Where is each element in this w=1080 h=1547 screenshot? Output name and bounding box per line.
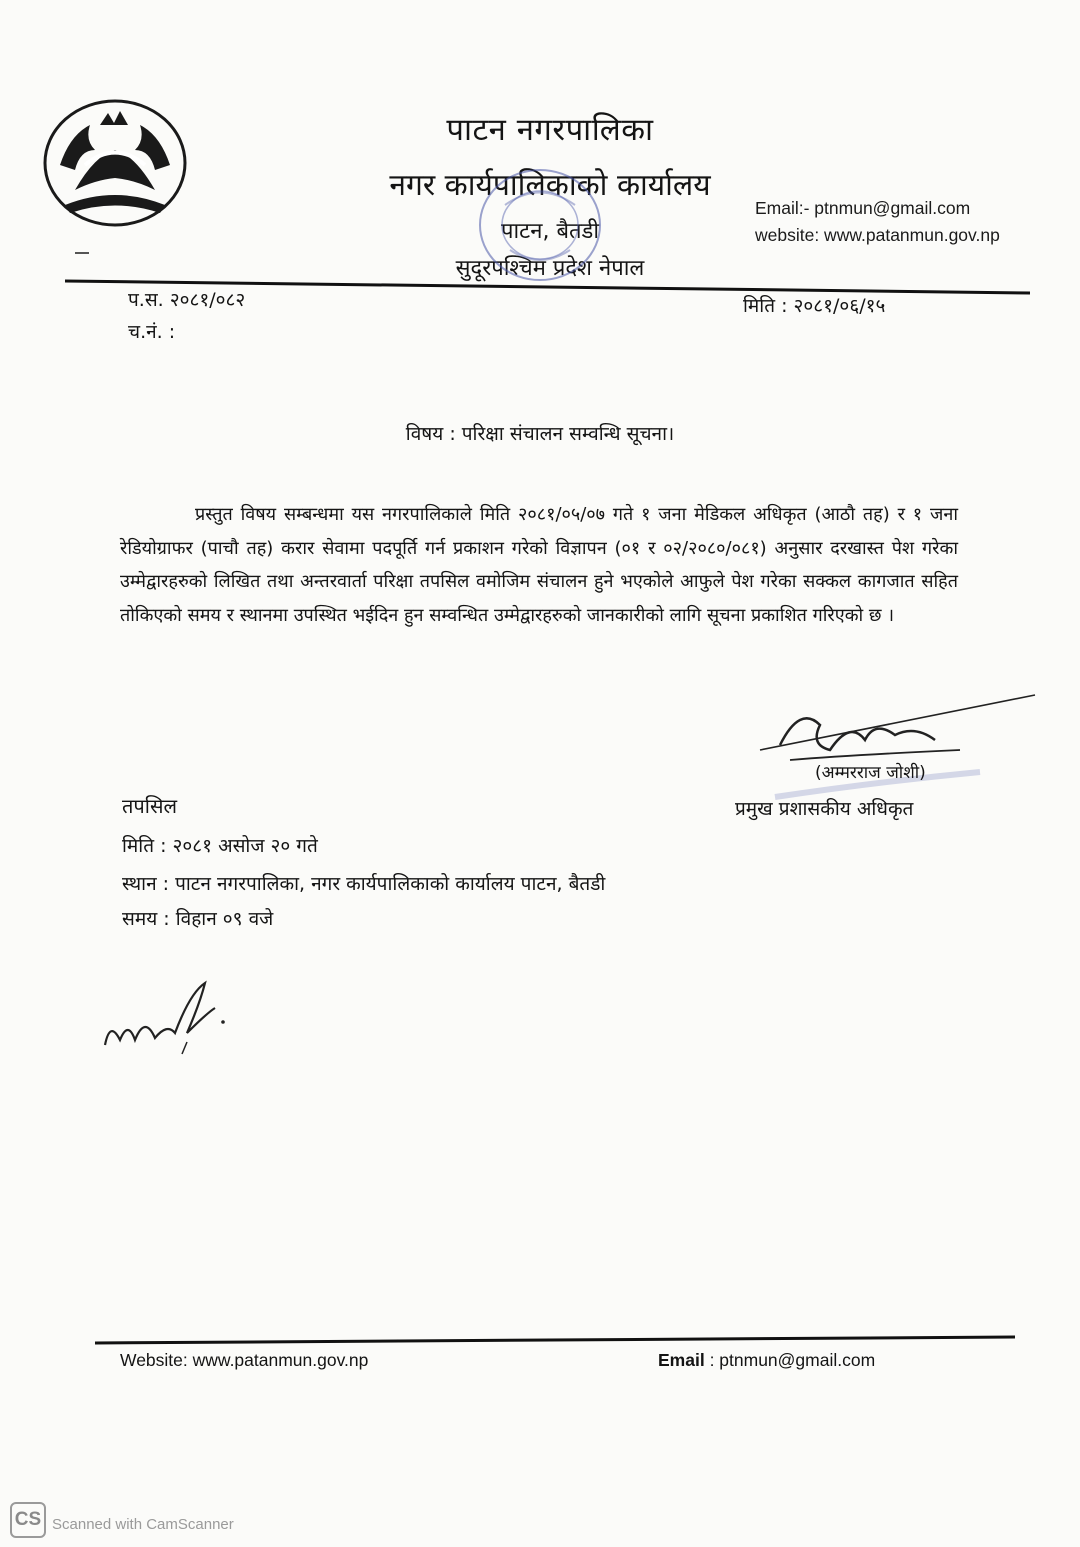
province-name: सुदूरपश्चिम प्रदेश नेपाल — [455, 256, 645, 281]
camscanner-logo: CS — [10, 1502, 46, 1538]
footer-email-value: : ptnmun@gmail.com — [704, 1350, 876, 1370]
notice-body: प्रस्तुत विषय सम्बन्धमा यस नगरपालिकाले मिति २०८१/०५/०७ गते १ जना मेडिकल अधिकृत (आठौ तह) र १ जना रेडियोग्राफर (पाचौ तह) करार सेवामा पदपूर्ति गर्न प्रकाशन गरेको विज्ञापन (०१ र ०२/२०८०/०८१) अनुसार दरखास्त पेश गरेका उम्मेद्वारहरुको लिखित तथा अन्तरवार्ता परिक्षा तपसिल वमोजिम संचालन हुने भएकोले आफुले पेश गरेका सक्कल कागजात सहित तोकिएको समय र स्थानमा उपस्थित भईदिन हुन सम्वन्धित उम्मेद्वारहरुको जानकारीको लागि सूचना प्रकाशित गरिएको छ । — [120, 504, 958, 626]
footer-website: Website: www.patanmun.gov.np — [120, 1350, 369, 1370]
footer-divider — [95, 1334, 1015, 1346]
signatory-title: प्रमुख प्रशासकीय अधिकृत — [735, 798, 914, 820]
header-email: Email:- ptnmun@gmail.com — [755, 198, 971, 218]
schedule-heading: तपसिल — [122, 794, 178, 818]
initial-signature-icon — [95, 970, 245, 1070]
camscanner-watermark: Scanned with CamScanner — [52, 1516, 234, 1533]
official-stamp-icon — [465, 155, 615, 295]
signatory-name: (अम्मरराज जोशी) — [815, 763, 926, 783]
office-location: पाटन, बैतडी — [500, 219, 600, 244]
footer-email — [658, 1350, 875, 1371]
office-name: नगर कार्यपालिकाको कार्यालय — [389, 168, 711, 203]
dispatch-number: च.नं. : — [128, 321, 176, 343]
margin-mark — [75, 252, 89, 254]
nepal-emblem-icon — [40, 95, 190, 230]
footer-email-label: Email — [658, 1350, 705, 1370]
letter-reference-number: प.स. २०८१/०८२ — [128, 289, 246, 311]
letter-date: मिति : २०८१/०६/१५ — [743, 295, 886, 317]
schedule-time: समय : विहान ०९ वजे — [122, 908, 274, 930]
municipality-name: पाटन नगरपालिका — [446, 112, 654, 148]
header-website: website: www.patanmun.gov.np — [755, 225, 1000, 245]
schedule-date: मिति : २०८१ असोज २० गते — [122, 835, 318, 857]
letter-subject: विषय : परिक्षा संचालन सम्वन्धि सूचना। — [405, 423, 675, 445]
schedule-place: स्थान : पाटन नगरपालिका, नगर कार्यपालिकाको कार्यालय पाटन, बैतडी — [122, 873, 606, 895]
